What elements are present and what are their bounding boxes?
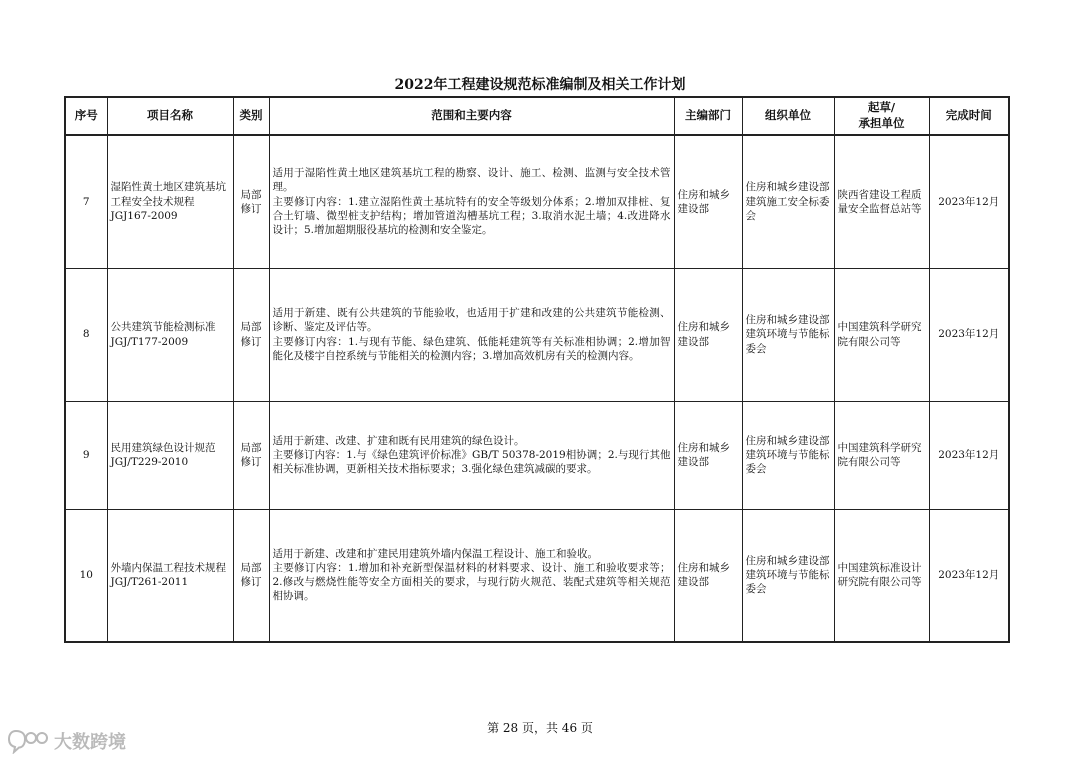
row-scope [269, 401, 674, 509]
row-scope-detail: 主要修订内容：1.建立湿陷性黄土基坑特有的安全等级划分体系；2.增加双排桩、复合土钉墙、微型桩支护结构；增加管道沟槽基坑工程；3.取消水泥土墙；4.改进降水设计；5.增加超期服役基坑的检测和安全鉴定。 [272, 195, 671, 236]
header-organizer: 组织单位 [742, 97, 834, 135]
header-name: 项目名称 [107, 97, 233, 135]
plan-table [64, 96, 1010, 643]
table-row [65, 509, 1009, 642]
table-row [65, 268, 1009, 401]
row-organizer: 住房和城乡建设部建筑环境与节能标委会 [742, 401, 834, 509]
header-index: 序号 [65, 97, 107, 135]
table-row [65, 401, 1009, 509]
header-deadline: 完成时间 [929, 97, 1009, 135]
row-editor: 住房和城乡建设部 [674, 509, 742, 642]
row-scope [269, 135, 674, 268]
row-deadline: 2023年12月 [929, 401, 1009, 509]
row-scope-detail: 主要修订内容：1.增加和补充新型保温材料的材料要求、设计、施工和验收要求等；2.修改与燃烧性能等安全方面相关的要求，与现行防火规范、装配式建筑等相关规范相协调。 [272, 562, 671, 603]
row-category: 局部修订 [233, 135, 269, 268]
watermark [8, 728, 126, 754]
page-footer: 第 28 页，共 46 页 [487, 721, 593, 735]
row-scope [269, 509, 674, 642]
row-index: 8 [65, 268, 107, 401]
header-category: 类别 [233, 97, 269, 135]
row-organizer: 住房和城乡建设部建筑环境与节能标委会 [742, 268, 834, 401]
row-scope-intro: 适用于新建、既有公共建筑的节能验收，也适用于扩建和改建的公共建筑节能检测、诊断、鉴定及评估等。 [272, 307, 671, 334]
row-deadline: 2023年12月 [929, 268, 1009, 401]
row-editor: 住房和城乡建设部 [674, 268, 742, 401]
row-index: 10 [65, 509, 107, 642]
row-drafter: 陕西省建设工程质量安全监督总站等 [834, 135, 929, 268]
row-project-name: 外墙内保温工程技术规程JGJ/T261-2011 [107, 509, 233, 642]
row-category: 局部修订 [233, 401, 269, 509]
row-scope [269, 268, 674, 401]
row-deadline: 2023年12月 [929, 135, 1009, 268]
row-index: 9 [65, 401, 107, 509]
row-project-name: 湿陷性黄土地区建筑基坑工程安全技术规程JGJ167-2009 [107, 135, 233, 268]
header-drafter [834, 97, 929, 135]
chat-bubble-logo-icon [8, 728, 48, 754]
row-project-name: 公共建筑节能检测标准JGJ/T177-2009 [107, 268, 233, 401]
row-organizer: 住房和城乡建设部建筑施工安全标委会 [742, 135, 834, 268]
row-scope-intro: 适用于新建、改建和扩建民用建筑外墙内保温工程设计、施工和验收。 [272, 547, 598, 560]
row-editor: 住房和城乡建设部 [674, 135, 742, 268]
row-drafter: 中国建筑标准设计研究院有限公司等 [834, 509, 929, 642]
header-scope: 范围和主要内容 [269, 97, 674, 135]
row-category: 局部修订 [233, 268, 269, 401]
row-organizer: 住房和城乡建设部建筑环境与节能标委会 [742, 509, 834, 642]
row-deadline: 2023年12月 [929, 509, 1009, 642]
row-scope-intro: 适用于新建、改建、扩建和既有民用建筑的绿色设计。 [272, 434, 525, 447]
row-category: 局部修订 [233, 509, 269, 642]
row-scope-detail: 主要修订内容：1.与《绿色建筑评价标准》GB/T 50378-2019相协调；2.与现行其他相关标准协调，更新相关技术指标要求；3.强化绿色建筑减碳的要求。 [272, 448, 671, 476]
header-drafter-line1: 起草/ [867, 100, 896, 115]
row-scope-detail: 主要修订内容：1.与现有节能、绿色建筑、低能耗建筑等有关标准相协调；2.增加智能化及楼宇自控系统与节能相关的检测内容；3.增加高效机房有关的检测内容。 [272, 335, 671, 362]
row-project-name: 民用建筑绿色设计规范JGJ/T229-2010 [107, 401, 233, 509]
row-scope-intro: 适用于湿陷性黄土地区建筑基坑工程的勘察、设计、施工、检测、监测与安全技术管理。 [272, 167, 671, 194]
table-header-row [65, 97, 1009, 135]
row-drafter: 中国建筑科学研究院有限公司等 [834, 401, 929, 509]
header-editor: 主编部门 [674, 97, 742, 135]
row-editor: 住房和城乡建设部 [674, 401, 742, 509]
table-row [65, 135, 1009, 268]
row-drafter: 中国建筑科学研究院有限公司等 [834, 268, 929, 401]
row-index: 7 [65, 135, 107, 268]
header-drafter-line2: 承担单位 [858, 116, 905, 130]
watermark-text: 大数跨境 [54, 732, 126, 753]
page-title: 2022年工程建设规范标准编制及相关工作计划 [394, 77, 686, 93]
